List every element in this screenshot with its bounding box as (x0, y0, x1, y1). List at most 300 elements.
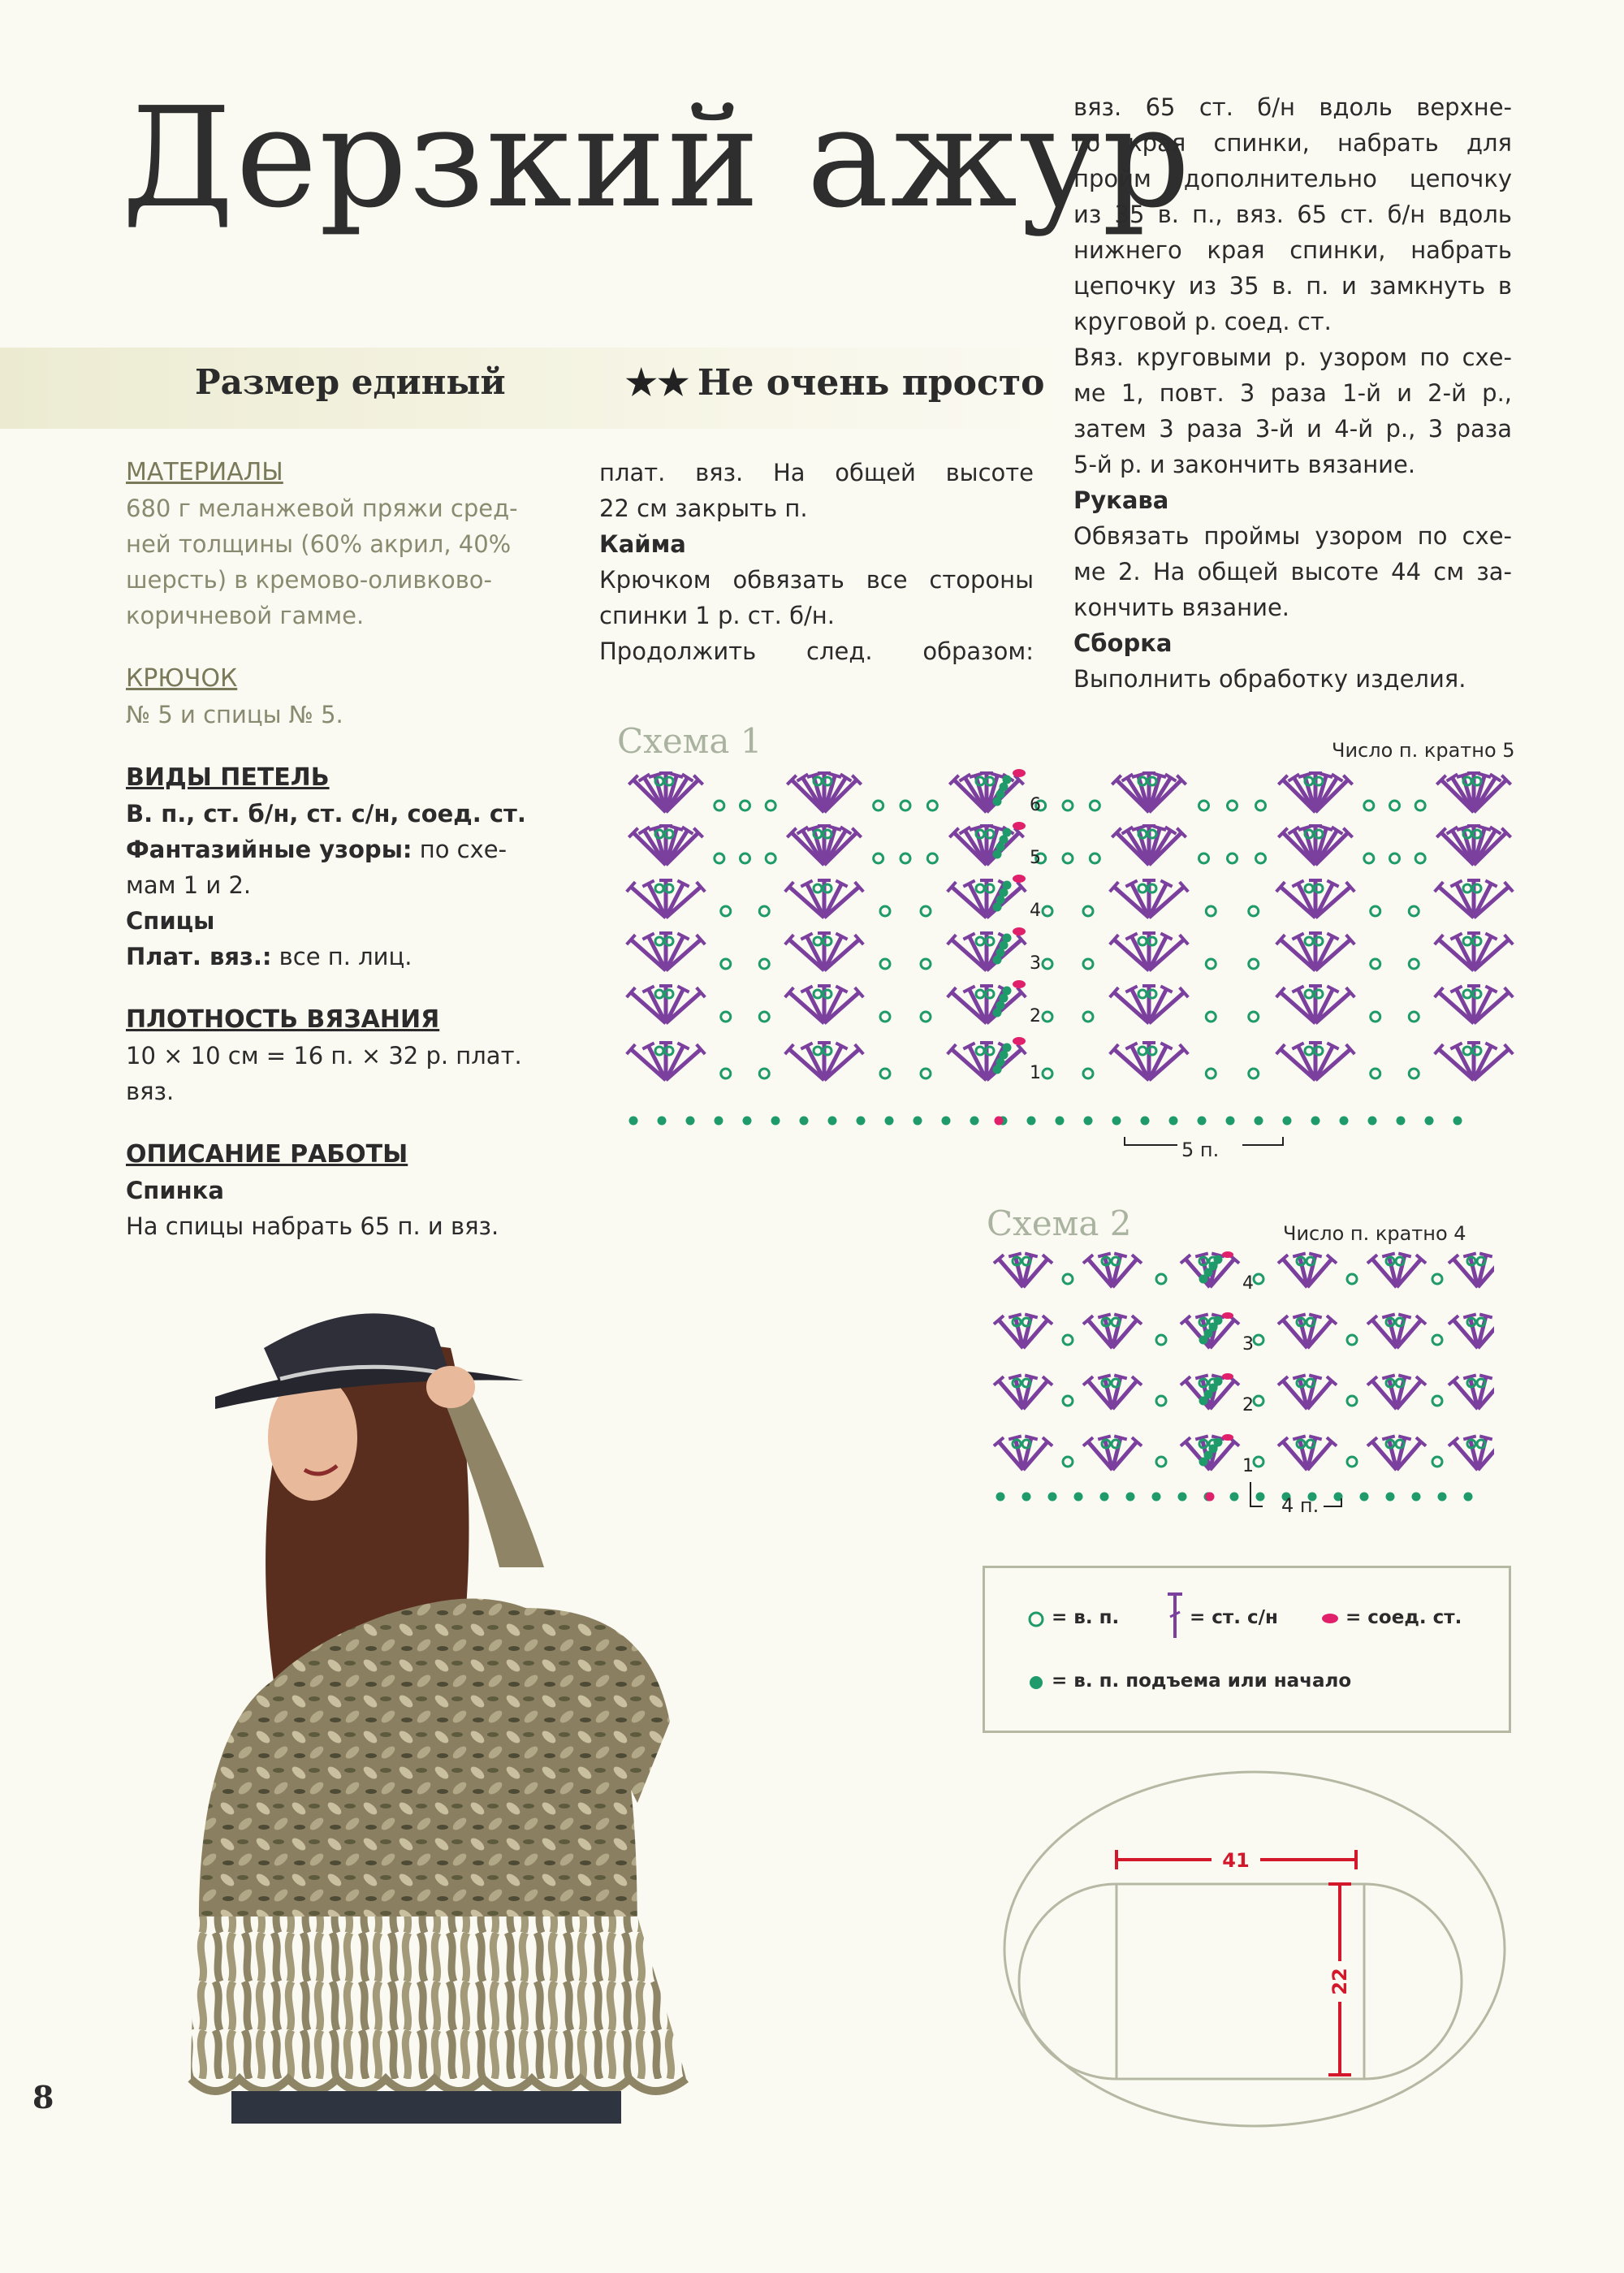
scheme2-diagram (983, 1238, 1494, 1510)
fan-stitch (1435, 1043, 1514, 1080)
start-chain (1056, 1117, 1065, 1126)
fan-stitch (1435, 933, 1514, 970)
start-chain (1256, 1493, 1265, 1502)
start-chain (1178, 1493, 1187, 1502)
chain-stitch (1347, 1274, 1357, 1284)
chain-stitch (1083, 1012, 1093, 1022)
fan-stitch (1278, 826, 1352, 865)
scheme1-repeat: 5 п. (1181, 1139, 1220, 1161)
fan-stitch (1083, 1314, 1142, 1348)
row-label: 3 (1030, 953, 1041, 974)
legend-box (983, 1566, 1511, 1733)
chain-stitch (1199, 801, 1209, 810)
fan-stitch (627, 933, 706, 970)
continue-line: Продолжить след. образом: (599, 637, 1034, 665)
fan-stitch (1367, 1253, 1426, 1287)
fan-stitch (1110, 986, 1189, 1023)
chain-stitch (1409, 959, 1419, 969)
stitch-heading: ВИДЫ ПЕТЕЛЬ (126, 763, 330, 792)
start-chain (995, 1117, 1004, 1126)
fan-stitch (1278, 773, 1352, 812)
slip-stitch (1013, 927, 1026, 936)
chain-stitch (1156, 1396, 1166, 1406)
scheme1-note: Число п. кратно 5 (1332, 739, 1515, 762)
start-chain (993, 850, 1002, 859)
start-chain (1230, 1493, 1239, 1502)
chain-stitch (1156, 1457, 1166, 1467)
edge-line: спинки 1 р. ст. б/н. (599, 602, 835, 629)
chain-stitch (921, 1069, 931, 1078)
fan-stitch (787, 773, 861, 812)
start-chain (1397, 1117, 1406, 1126)
chain-stitch (874, 853, 883, 863)
start-chain (715, 1117, 723, 1126)
height-dimension (1328, 1884, 1352, 2075)
chain-stitch (759, 959, 769, 969)
chain-stitch (721, 1012, 731, 1022)
materials-line: 680 г меланжевой пряжи сред- (126, 495, 518, 522)
start-chain (1255, 1117, 1263, 1126)
slip-stitch (1013, 822, 1026, 830)
size-label: Размер единый (195, 362, 506, 402)
start-chain (993, 1065, 1002, 1074)
middle-line: плат. вяз. На общей высоте (599, 459, 1034, 486)
start-chain (993, 797, 1002, 806)
height-value: 22 (1328, 1968, 1351, 1995)
start-chain (1283, 1117, 1292, 1126)
row-label: 1 (1242, 1456, 1254, 1476)
fan-stitch (627, 1043, 706, 1080)
fan-stitch (948, 986, 1026, 1023)
start-chain (1100, 1493, 1109, 1502)
chain-stitch (1228, 801, 1237, 810)
middle-line: 22 см закрыть п. (599, 495, 808, 522)
chain-stitch (1156, 1274, 1166, 1284)
fan-stitch (785, 933, 864, 970)
fan-stitch (1278, 1253, 1337, 1287)
start-chain (1169, 1117, 1178, 1126)
chain-stitch (715, 801, 724, 810)
difficulty (625, 362, 1044, 404)
start-chain (743, 1117, 752, 1126)
start-chain (996, 1493, 1005, 1502)
chain-stitch (1347, 1335, 1357, 1345)
chain-stitch (1364, 801, 1374, 810)
start-chain (1084, 1117, 1093, 1126)
slip-stitch (1222, 1251, 1233, 1258)
start-chain (1226, 1117, 1235, 1126)
width-dimension (1116, 1847, 1356, 1872)
start-chain (1464, 1493, 1473, 1502)
chain-stitch (759, 1069, 769, 1078)
fan-stitch (1278, 1375, 1337, 1409)
difficulty-stars-icon: ★★ (625, 362, 689, 404)
hook-heading: КРЮЧОК (126, 664, 238, 693)
right-line: Вяз. круговыми р. узором по схе- (1073, 344, 1512, 371)
chain-stitch (1254, 1274, 1263, 1284)
chain-stitch (1409, 1069, 1419, 1078)
fan-stitch (1083, 1253, 1142, 1287)
sleeves-line: ме 2. На общей высоте 44 см за- (1073, 558, 1512, 586)
chain-stitch (927, 801, 937, 810)
chain-stitch (1083, 1069, 1093, 1078)
chain-stitch (1063, 1457, 1073, 1467)
chain-stitch (1156, 1335, 1166, 1345)
fan-stitch (1083, 1436, 1142, 1470)
fan-stitch (1449, 1436, 1494, 1470)
start-chain (942, 1117, 951, 1126)
chain-stitch (1199, 853, 1209, 863)
chain-stitch (1083, 959, 1093, 969)
fan-stitch (948, 1043, 1026, 1080)
chain-stitch (1415, 801, 1425, 810)
start-chain (800, 1117, 809, 1126)
start-chain (993, 903, 1002, 912)
fan-stitch (1449, 1253, 1494, 1287)
fan-stitch (994, 1314, 1052, 1348)
fan-stitch (1367, 1375, 1426, 1409)
fancy-rest: по схе- (419, 836, 508, 863)
stockinette-label: Плат. вяз.: (126, 943, 272, 970)
chain-stitch (1063, 853, 1073, 863)
fan-stitch (1110, 880, 1189, 918)
width-value: 41 (1222, 1849, 1250, 1872)
start-chain (1453, 1117, 1462, 1126)
sleeves-label: Рукава (1073, 486, 1169, 514)
chain-stitch (1254, 1396, 1263, 1406)
fan-stitch (1276, 880, 1355, 918)
chain-stitch (1206, 1069, 1216, 1078)
right-line: нижнего края спинки, набрать (1073, 236, 1512, 264)
stitch-list: В. п., ст. б/н, ст. с/н, соед. ст. (126, 800, 526, 828)
start-chain (1438, 1493, 1447, 1502)
chain-stitch (1206, 906, 1216, 916)
fan-stitch (1110, 1043, 1189, 1080)
chain-stitch (921, 906, 931, 916)
start-chain (1048, 1493, 1057, 1502)
fan-stitch (1436, 773, 1510, 812)
chain-stitch (1364, 853, 1374, 863)
chain-stitch (1432, 1274, 1442, 1284)
chain-stitch (1249, 1069, 1259, 1078)
chain-stitch (1249, 906, 1259, 916)
start-chain (686, 1117, 695, 1126)
chain-stitch (880, 1012, 890, 1022)
fan-stitch (787, 826, 861, 865)
sleeves-line: Обвязать проймы узором по схе- (1073, 522, 1512, 550)
chain-stitch (1409, 906, 1419, 916)
repeat-bracket-right (1242, 1137, 1283, 1145)
chain-stitch (766, 801, 775, 810)
double-crochet-icon (1165, 1589, 1185, 1641)
difficulty-label: Не очень просто (697, 362, 1045, 404)
gauge-heading: ПЛОТНОСТЬ ВЯЗАНИЯ (126, 1005, 440, 1034)
fan-stitch (1449, 1314, 1494, 1348)
row-label: 5 (1030, 848, 1041, 868)
fan-stitch (785, 880, 864, 918)
chain-stitch (1371, 1012, 1380, 1022)
chain-stitch (1063, 1396, 1073, 1406)
chain-stitch (1206, 959, 1216, 969)
start-chain (1022, 1493, 1031, 1502)
chain-stitch (1090, 801, 1099, 810)
fan-stitch (628, 773, 702, 812)
start-chain (857, 1117, 866, 1126)
chain-stitch (721, 959, 731, 969)
start-chain (1368, 1117, 1377, 1126)
row-label: 1 (1030, 1063, 1041, 1083)
start-chain (914, 1117, 922, 1126)
stockinette-line (126, 939, 556, 974)
chain-stitch (1371, 1069, 1380, 1078)
garment-schematic (999, 1766, 1510, 2132)
fan-stitch (994, 1253, 1052, 1287)
chain-stitch (1254, 1335, 1263, 1345)
fan-stitch (948, 880, 1026, 918)
fan-stitch (1367, 1314, 1426, 1348)
assembly-line: Выполнить обработку изделия. (1073, 665, 1466, 693)
start-chain (885, 1117, 894, 1126)
chain-stitch (715, 853, 724, 863)
fan-stitch (1276, 933, 1355, 970)
chain-stitch (901, 801, 910, 810)
start-chain (993, 956, 1002, 965)
row-label: 4 (1030, 901, 1041, 921)
chain-stitch-icon (1026, 1609, 1047, 1630)
fan-stitch (949, 826, 1023, 865)
chain-stitch (1371, 906, 1380, 916)
fan-stitch (994, 1375, 1052, 1409)
chain-stitch (880, 959, 890, 969)
slip-stitch-icon (1318, 1610, 1342, 1627)
start-chain (1340, 1117, 1349, 1126)
chain-stitch (1256, 801, 1266, 810)
gauge-line: вяз. (126, 1078, 175, 1105)
chain-stitch (1432, 1396, 1442, 1406)
start-chain (1199, 1336, 1208, 1345)
chain-stitch (759, 906, 769, 916)
middle-column (599, 455, 1034, 669)
start-chain (1199, 1458, 1208, 1467)
chain-stitch (1390, 853, 1400, 863)
right-line: 5-й р. и закончить вязание. (1073, 451, 1416, 478)
fan-stitch (1112, 826, 1186, 865)
start-chain (1112, 1117, 1121, 1126)
slip-stitch (1013, 875, 1026, 883)
legend-start: = в. п. подъема или начало (1052, 1670, 1352, 1692)
fan-stitch (1110, 933, 1189, 970)
fan-stitch (627, 986, 706, 1023)
scheme2-repeat: 4 п. (1281, 1494, 1320, 1517)
chain-stitch (1347, 1396, 1357, 1406)
fan-stitch (1112, 773, 1186, 812)
chain-stitch (1206, 1012, 1216, 1022)
back-label: Спинка (126, 1177, 224, 1204)
chain-stitch (1043, 906, 1052, 916)
fan-stitch (628, 826, 702, 865)
start-chain (1074, 1493, 1083, 1502)
right-line: затем 3 раза 3-й и 4-й р., 3 раза (1073, 415, 1512, 443)
fan-stitch (785, 1043, 864, 1080)
fan-stitch (1435, 880, 1514, 918)
repeat-bracket-left (1125, 1137, 1177, 1145)
slip-stitch (1013, 980, 1026, 988)
needles-label: Спицы (126, 907, 215, 935)
chain-stitch (1043, 1012, 1052, 1022)
slip-stitch (1222, 1373, 1233, 1380)
chain-stitch (741, 853, 750, 863)
scheme1-title: Схема 1 (617, 721, 762, 761)
row-label: 3 (1242, 1334, 1254, 1355)
scheme1-diagram (617, 755, 1531, 1169)
start-chain (828, 1117, 837, 1126)
scheme2-title: Схема 2 (987, 1203, 1132, 1243)
start-chain (658, 1117, 667, 1126)
materials-heading: МАТЕРИАЛЫ (126, 458, 283, 486)
fan-stitch (1276, 1043, 1355, 1080)
start-chain (629, 1117, 638, 1126)
slip-stitch (1222, 1312, 1233, 1319)
page-title: Дерзкий ажур (122, 78, 1192, 239)
fancy-line2: мам 1 и 2. (126, 871, 252, 899)
assembly-label: Сборка (1073, 629, 1173, 657)
chain-stitch (921, 1012, 931, 1022)
chain-stitch (1083, 906, 1093, 916)
fan-stitch (1276, 986, 1355, 1023)
start-chain (993, 1009, 1002, 1018)
right-column (1073, 89, 1512, 697)
fan-stitch (1083, 1375, 1142, 1409)
chain-stitch (921, 959, 931, 969)
fan-stitch (948, 933, 1026, 970)
chain-stitch (759, 1012, 769, 1022)
chain-stitch (1256, 853, 1266, 863)
chain-stitch (1254, 1457, 1263, 1467)
chain-stitch (1249, 1012, 1259, 1022)
legend-sl: = соед. ст. (1345, 1607, 1462, 1628)
chain-stitch (880, 1069, 890, 1078)
left-column (126, 455, 556, 1244)
sleeves-line: кончить вязание. (1073, 594, 1289, 621)
right-line: из 35 в. п., вяз. 65 ст. б/н вдоль (1073, 201, 1512, 228)
right-line: вяз. 65 ст. б/н вдоль верхне- (1073, 93, 1512, 121)
chain-stitch (1063, 1274, 1073, 1284)
model-photo (183, 1299, 840, 2124)
row-label: 6 (1030, 795, 1041, 815)
chain-stitch (1432, 1457, 1442, 1467)
chain-stitch (1063, 1335, 1073, 1345)
chain-stitch (721, 906, 731, 916)
chain-stitch (1390, 801, 1400, 810)
right-line: круговой р. соед. ст. (1073, 308, 1332, 335)
chain-stitch (1063, 801, 1073, 810)
chain-stitch (1432, 1335, 1442, 1345)
chain-stitch (927, 853, 937, 863)
chain-stitch (766, 853, 775, 863)
row-label: 4 (1242, 1273, 1254, 1294)
chain-stitch (874, 801, 883, 810)
start-chain (1425, 1117, 1434, 1126)
materials-line: шерсть) в кремово-оливково- (126, 566, 493, 594)
chain-stitch (1043, 959, 1052, 969)
start-chain (1126, 1493, 1135, 1502)
chain-stitch (721, 1069, 731, 1078)
fan-stitch (1278, 1314, 1337, 1348)
back-text: На спицы набрать 65 п. и вяз. (126, 1212, 499, 1240)
fan-stitch (949, 773, 1023, 812)
chain-stitch (1371, 959, 1380, 969)
chain-stitch (1415, 853, 1425, 863)
chain-stitch (880, 906, 890, 916)
start-chain (1141, 1117, 1150, 1126)
fan-stitch (1278, 1436, 1337, 1470)
row-label: 2 (1242, 1395, 1254, 1415)
chain-stitch (741, 801, 750, 810)
slip-stitch (1222, 1434, 1233, 1441)
fan-stitch (1367, 1436, 1426, 1470)
start-chain (970, 1117, 979, 1126)
chain-stitch (1409, 1012, 1419, 1022)
row-label: 2 (1030, 1006, 1041, 1026)
start-chain (1412, 1493, 1421, 1502)
legend-dc: = ст. с/н (1190, 1607, 1278, 1628)
fan-stitch (1449, 1375, 1494, 1409)
work-heading: ОПИСАНИЕ РАБОТЫ (126, 1140, 408, 1169)
start-chain (1311, 1117, 1320, 1126)
fan-stitch (994, 1436, 1052, 1470)
chain-stitch (1347, 1457, 1357, 1467)
start-chain (1027, 1117, 1036, 1126)
legend-ch: = в. п. (1052, 1607, 1120, 1628)
start-chain (1206, 1493, 1215, 1502)
start-chain-icon (1026, 1672, 1047, 1693)
start-chain (1199, 1275, 1208, 1284)
gauge-line: 10 × 10 см = 16 п. × 32 р. плат. (126, 1042, 522, 1070)
edge-line: Крючком обвязать все стороны (599, 566, 1034, 594)
fan-stitch (1435, 986, 1514, 1023)
start-chain (1152, 1493, 1161, 1502)
chain-stitch (901, 853, 910, 863)
right-line: пройм дополнительно цепочку (1073, 165, 1512, 192)
right-line: цепочку из 35 в. п. и замкнуть в (1073, 272, 1512, 300)
fan-stitch (627, 880, 706, 918)
hook-text: № 5 и спицы № 5. (126, 701, 343, 728)
start-chain (1360, 1493, 1369, 1502)
slip-stitch (1013, 1037, 1026, 1045)
start-chain (1386, 1493, 1395, 1502)
edge-label: Кайма (599, 530, 686, 558)
scheme2-note: Число п. кратно 4 (1283, 1222, 1466, 1245)
fan-stitch (785, 986, 864, 1023)
stockinette-rest: все п. лиц. (279, 943, 412, 970)
fancy-label: Фантазийные узоры: (126, 836, 412, 863)
fancy-pattern-line (126, 832, 556, 867)
chain-stitch (1228, 853, 1237, 863)
right-line: ме 1, повт. 3 раза 1-й и 2-й р., (1073, 379, 1512, 407)
chain-stitch (1090, 853, 1099, 863)
slip-stitch (1013, 769, 1026, 777)
start-chain (771, 1117, 780, 1126)
chain-stitch (1043, 1069, 1052, 1078)
materials-line: ней толщины (60% акрил, 40% (126, 530, 512, 558)
materials-line: коричневой гамме. (126, 602, 365, 629)
start-chain (1198, 1117, 1207, 1126)
right-line: го края спинки, набрать для (1073, 129, 1512, 157)
page-number: 8 (32, 2079, 54, 2115)
chain-stitch (1249, 959, 1259, 969)
start-chain (1199, 1397, 1208, 1406)
fan-stitch (1436, 826, 1510, 865)
